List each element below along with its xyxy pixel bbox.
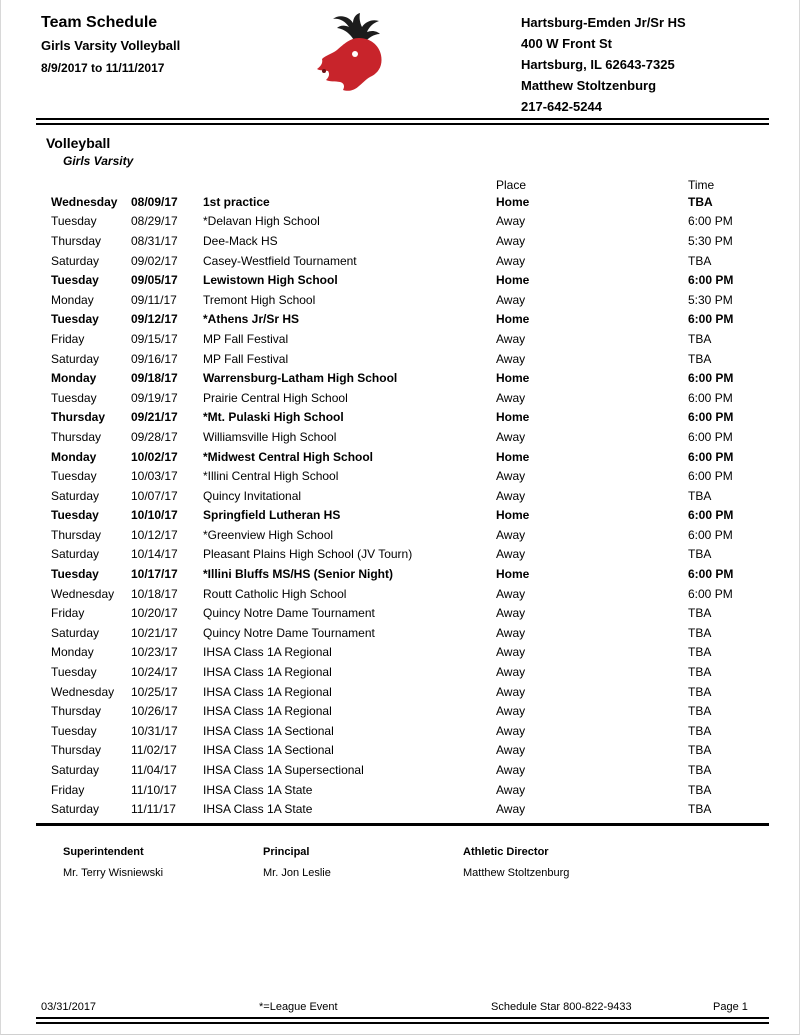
cell-date: 10/02/17 bbox=[131, 449, 178, 464]
cell-place: Away bbox=[496, 763, 526, 778]
cell-day: Thursday bbox=[51, 410, 106, 425]
cell-time: TBA bbox=[688, 684, 712, 699]
cell-place: Away bbox=[496, 390, 526, 405]
cell-place: Away bbox=[496, 547, 526, 562]
cell-day: Saturday bbox=[51, 802, 100, 817]
cell-day: Saturday bbox=[51, 351, 100, 366]
schedule-row bbox=[51, 486, 734, 506]
stag-mascot-logo bbox=[309, 12, 405, 96]
schedule-header-row bbox=[51, 177, 734, 192]
page-number: Page 1 bbox=[713, 1001, 748, 1013]
school-address-line1: 400 W Front St bbox=[521, 36, 613, 51]
cell-time: 6:00 PM bbox=[688, 508, 734, 523]
cell-time: TBA bbox=[688, 763, 712, 778]
cell-date: 10/21/17 bbox=[131, 625, 178, 640]
schedule-row bbox=[51, 447, 734, 467]
staff-section bbox=[63, 846, 799, 879]
cell-event: Williamsville High School bbox=[203, 429, 337, 444]
schedule-row bbox=[51, 721, 734, 741]
cell-date: 09/19/17 bbox=[131, 390, 178, 405]
cell-day: Friday bbox=[51, 782, 85, 797]
cell-event: *Delavan High School bbox=[203, 214, 320, 229]
cell-place: Away bbox=[496, 743, 526, 758]
page-header bbox=[1, 0, 799, 118]
school-info bbox=[521, 12, 771, 118]
cell-date: 08/29/17 bbox=[131, 214, 178, 229]
cell-date: 10/18/17 bbox=[131, 586, 178, 601]
cell-date: 09/11/17 bbox=[131, 292, 177, 307]
cell-date: 08/31/17 bbox=[131, 233, 178, 248]
cell-time: TBA bbox=[688, 743, 712, 758]
cell-event: Springfield Lutheran HS bbox=[203, 508, 341, 523]
cell-event: *Illini Bluffs MS/HS (Senior Night) bbox=[203, 567, 393, 582]
schedule-row bbox=[51, 290, 734, 310]
cell-event: Quincy Notre Dame Tournament bbox=[203, 606, 375, 621]
team-subtitle: Girls Varsity Volleyball bbox=[41, 38, 181, 53]
cell-day: Thursday bbox=[51, 743, 102, 758]
league-event-legend: *=League Event bbox=[259, 1001, 338, 1013]
cell-time: 6:00 PM bbox=[688, 273, 734, 288]
cell-date: 10/10/17 bbox=[131, 508, 178, 523]
cell-time: TBA bbox=[688, 704, 712, 719]
table-bottom-divider bbox=[36, 823, 769, 826]
cell-date: 10/03/17 bbox=[131, 469, 178, 484]
cell-time: 6:00 PM bbox=[688, 527, 733, 542]
date-range: 8/9/2017 to 11/11/2017 bbox=[41, 61, 165, 75]
cell-time: 6:00 PM bbox=[688, 312, 734, 327]
cell-place: Home bbox=[496, 508, 530, 523]
cell-event: *Greenview High School bbox=[203, 527, 334, 542]
cell-date: 10/07/17 bbox=[131, 488, 178, 503]
cell-date: 10/31/17 bbox=[131, 723, 178, 738]
col-header-time: Time bbox=[688, 178, 715, 192]
cell-place: Away bbox=[496, 351, 526, 366]
cell-day: Tuesday bbox=[51, 665, 97, 680]
cell-day: Thursday bbox=[51, 429, 102, 444]
cell-place: Home bbox=[496, 194, 530, 209]
cell-time: 6:00 PM bbox=[688, 567, 734, 582]
cell-day: Tuesday bbox=[51, 390, 97, 405]
cell-place: Away bbox=[496, 802, 526, 817]
cell-day: Friday bbox=[51, 331, 85, 346]
schedule-row bbox=[51, 564, 734, 584]
cell-time: TBA bbox=[688, 253, 712, 268]
cell-event: Quincy Invitational bbox=[203, 488, 302, 503]
cell-day: Thursday bbox=[51, 704, 102, 719]
cell-event: IHSA Class 1A Sectional bbox=[203, 743, 334, 758]
cell-event: Tremont High School bbox=[203, 292, 316, 307]
print-date: 03/31/2017 bbox=[41, 1001, 97, 1013]
cell-time: TBA bbox=[688, 547, 712, 562]
report-title: Team Schedule bbox=[41, 14, 158, 31]
schedule-row bbox=[51, 623, 734, 643]
cell-event: IHSA Class 1A Regional bbox=[203, 704, 332, 719]
cell-time: 6:00 PM bbox=[688, 429, 733, 444]
cell-date: 11/11/17 bbox=[131, 802, 176, 817]
header-divider bbox=[36, 118, 769, 125]
cell-time: TBA bbox=[688, 782, 712, 797]
schedule-table bbox=[51, 177, 734, 819]
cell-date: 09/28/17 bbox=[131, 429, 178, 444]
cell-day: Monday bbox=[51, 292, 94, 307]
cell-day: Tuesday bbox=[51, 312, 99, 327]
cell-date: 09/05/17 bbox=[131, 273, 178, 288]
cell-date: 09/16/17 bbox=[131, 351, 178, 366]
cell-place: Home bbox=[496, 567, 530, 582]
cell-day: Friday bbox=[51, 606, 85, 621]
cell-time: TBA bbox=[688, 351, 712, 366]
school-name: Hartsburg-Emden Jr/Sr HS bbox=[521, 15, 686, 30]
cell-event: Pleasant Plains High School (JV Tourn) bbox=[203, 547, 413, 562]
cell-place: Away bbox=[496, 704, 526, 719]
col-header-place: Place bbox=[496, 178, 527, 192]
cell-event: MP Fall Festival bbox=[203, 331, 289, 346]
schedule-row bbox=[51, 643, 734, 663]
cell-date: 10/24/17 bbox=[131, 665, 178, 680]
cell-date: 11/02/17 bbox=[131, 743, 177, 758]
cell-event: IHSA Class 1A Supersectional bbox=[203, 763, 364, 778]
cell-date: 09/15/17 bbox=[131, 331, 178, 346]
cell-time: TBA bbox=[688, 488, 712, 503]
cell-place: Away bbox=[496, 469, 526, 484]
cell-date: 10/14/17 bbox=[131, 547, 178, 562]
cell-day: Tuesday bbox=[51, 469, 97, 484]
schedule-row bbox=[51, 466, 734, 486]
schedule-row bbox=[51, 682, 734, 702]
schedule-row bbox=[51, 231, 734, 251]
cell-day: Tuesday bbox=[51, 567, 99, 582]
cell-event: *Mt. Pulaski High School bbox=[203, 410, 344, 425]
schedule-row bbox=[51, 525, 734, 545]
schedule-row bbox=[51, 584, 734, 604]
cell-event: IHSA Class 1A State bbox=[203, 782, 313, 797]
cell-event: Routt Catholic High School bbox=[203, 586, 347, 601]
cell-event: Quincy Notre Dame Tournament bbox=[203, 625, 375, 640]
cell-date: 10/12/17 bbox=[131, 527, 178, 542]
cell-date: 10/20/17 bbox=[131, 606, 178, 621]
cell-event: 1st practice bbox=[203, 194, 270, 209]
cell-place: Away bbox=[496, 527, 526, 542]
schedule-row bbox=[51, 506, 734, 526]
cell-day: Monday bbox=[51, 371, 97, 386]
schedule-row bbox=[51, 701, 734, 721]
staff-name: Matthew Stoltzenburg bbox=[463, 867, 570, 879]
cell-time: TBA bbox=[688, 802, 712, 817]
contact-name: Matthew Stoltzenburg bbox=[521, 78, 657, 93]
schedule-row bbox=[51, 368, 734, 388]
cell-event: IHSA Class 1A Regional bbox=[203, 645, 332, 660]
cell-place: Home bbox=[496, 410, 530, 425]
cell-date: 09/21/17 bbox=[131, 410, 178, 425]
cell-time: 6:00 PM bbox=[688, 586, 733, 601]
staff-title: Principal bbox=[263, 846, 310, 858]
cell-place: Away bbox=[496, 488, 526, 503]
cell-event: MP Fall Festival bbox=[203, 351, 289, 366]
schedule-row bbox=[51, 349, 734, 369]
cell-day: Thursday bbox=[51, 233, 102, 248]
schedule-row bbox=[51, 408, 734, 428]
schedule-row bbox=[51, 741, 734, 761]
staff-block-athletic-director bbox=[463, 846, 663, 879]
schedule-row bbox=[51, 212, 734, 232]
cell-day: Wednesday bbox=[51, 586, 115, 601]
cell-time: 6:00 PM bbox=[688, 449, 734, 464]
cell-time: TBA bbox=[688, 606, 712, 621]
cell-place: Home bbox=[496, 371, 530, 386]
cell-time: TBA bbox=[688, 625, 712, 640]
cell-time: 6:00 PM bbox=[688, 371, 734, 386]
schedule-row bbox=[51, 192, 734, 212]
cell-place: Away bbox=[496, 645, 526, 660]
cell-date: 11/04/17 bbox=[131, 763, 177, 778]
cell-place: Home bbox=[496, 312, 530, 327]
cell-event: *Athens Jr/Sr HS bbox=[203, 312, 300, 327]
cell-date: 10/25/17 bbox=[131, 684, 178, 699]
cell-place: Away bbox=[496, 684, 526, 699]
cell-place: Away bbox=[496, 292, 526, 307]
cell-day: Saturday bbox=[51, 763, 100, 778]
cell-day: Saturday bbox=[51, 488, 100, 503]
cell-time: 5:30 PM bbox=[688, 233, 733, 248]
cell-place: Home bbox=[496, 273, 530, 288]
cell-time: TBA bbox=[688, 723, 712, 738]
cell-time: TBA bbox=[688, 331, 712, 346]
cell-time: 5:30 PM bbox=[688, 292, 733, 307]
cell-day: Monday bbox=[51, 645, 94, 660]
cell-time: 6:00 PM bbox=[688, 214, 733, 229]
cell-event: IHSA Class 1A Regional bbox=[203, 665, 332, 680]
cell-place: Away bbox=[496, 253, 526, 268]
cell-date: 08/09/17 bbox=[131, 194, 178, 209]
cell-place: Away bbox=[496, 606, 526, 621]
cell-event: IHSA Class 1A Sectional bbox=[203, 723, 334, 738]
cell-day: Saturday bbox=[51, 625, 100, 640]
col-header-day bbox=[51, 177, 131, 192]
staff-block-superintendent bbox=[63, 846, 263, 879]
cell-time: 6:00 PM bbox=[688, 390, 733, 405]
cell-time: 6:00 PM bbox=[688, 410, 734, 425]
school-address-line2: Hartsburg, IL 62643-7325 bbox=[521, 57, 675, 72]
col-header-event bbox=[203, 177, 496, 192]
cell-place: Away bbox=[496, 331, 526, 346]
cell-event: Dee-Mack HS bbox=[203, 233, 278, 248]
schedule-body bbox=[51, 192, 734, 819]
cell-day: Saturday bbox=[51, 253, 100, 268]
cell-event: Casey-Westfield Tournament bbox=[203, 253, 357, 268]
cell-time: 6:00 PM bbox=[688, 469, 733, 484]
col-header-date bbox=[131, 177, 203, 192]
cell-time: TBA bbox=[688, 665, 712, 680]
cell-time: TBA bbox=[688, 194, 713, 209]
cell-event: IHSA Class 1A Regional bbox=[203, 684, 332, 699]
staff-name: Mr. Jon Leslie bbox=[263, 867, 331, 879]
report-info bbox=[41, 12, 281, 118]
schedule-row bbox=[51, 545, 734, 565]
cell-event: *Illini Central High School bbox=[203, 469, 339, 484]
sport-title: Volleyball bbox=[46, 135, 111, 151]
cell-place: Away bbox=[496, 665, 526, 680]
cell-place: Away bbox=[496, 429, 526, 444]
cell-place: Away bbox=[496, 233, 526, 248]
schedule-page bbox=[1, 0, 799, 1034]
vendor-info: Schedule Star 800-822-9433 bbox=[491, 1001, 632, 1013]
cell-day: Wednesday bbox=[51, 194, 118, 209]
schedule-row bbox=[51, 427, 734, 447]
cell-day: Saturday bbox=[51, 547, 100, 562]
schedule-row bbox=[51, 388, 734, 408]
schedule-row bbox=[51, 270, 734, 290]
schedule-row bbox=[51, 329, 734, 349]
cell-day: Tuesday bbox=[51, 723, 97, 738]
cell-date: 10/17/17 bbox=[131, 567, 178, 582]
cell-event: Lewistown High School bbox=[203, 273, 338, 288]
cell-day: Tuesday bbox=[51, 508, 99, 523]
cell-event: *Midwest Central High School bbox=[203, 449, 374, 464]
cell-place: Away bbox=[496, 625, 526, 640]
cell-date: 10/23/17 bbox=[131, 645, 178, 660]
schedule-row bbox=[51, 251, 734, 271]
cell-day: Wednesday bbox=[51, 684, 115, 699]
page-bottom-divider bbox=[36, 1017, 769, 1024]
staff-block-principal bbox=[263, 846, 463, 879]
cell-place: Home bbox=[496, 449, 530, 464]
schedule-row bbox=[51, 799, 734, 819]
cell-place: Away bbox=[496, 723, 526, 738]
staff-name: Mr. Terry Wisniewski bbox=[63, 867, 164, 879]
cell-date: 10/26/17 bbox=[131, 704, 178, 719]
cell-day: Thursday bbox=[51, 527, 102, 542]
team-title: Girls Varsity bbox=[63, 154, 134, 168]
schedule-row bbox=[51, 760, 734, 780]
cell-day: Tuesday bbox=[51, 214, 97, 229]
cell-day: Tuesday bbox=[51, 273, 99, 288]
cell-date: 09/12/17 bbox=[131, 312, 178, 327]
staff-title: Superintendent bbox=[63, 846, 144, 858]
schedule-row bbox=[51, 780, 734, 800]
schedule-row bbox=[51, 603, 734, 623]
cell-place: Away bbox=[496, 586, 526, 601]
cell-event: Prairie Central High School bbox=[203, 390, 348, 405]
cell-event: IHSA Class 1A State bbox=[203, 802, 313, 817]
staff-title: Athletic Director bbox=[463, 846, 549, 858]
contact-phone: 217-642-5244 bbox=[521, 99, 602, 114]
logo-container bbox=[281, 12, 521, 118]
cell-date: 09/02/17 bbox=[131, 253, 178, 268]
cell-place: Away bbox=[496, 214, 526, 229]
schedule-row bbox=[51, 310, 734, 330]
cell-event: Warrensburg-Latham High School bbox=[203, 371, 398, 386]
cell-place: Away bbox=[496, 782, 526, 797]
cell-day: Monday bbox=[51, 449, 97, 464]
cell-date: 11/10/17 bbox=[131, 782, 177, 797]
cell-time: TBA bbox=[688, 645, 712, 660]
schedule-row bbox=[51, 662, 734, 682]
cell-date: 09/18/17 bbox=[131, 371, 178, 386]
